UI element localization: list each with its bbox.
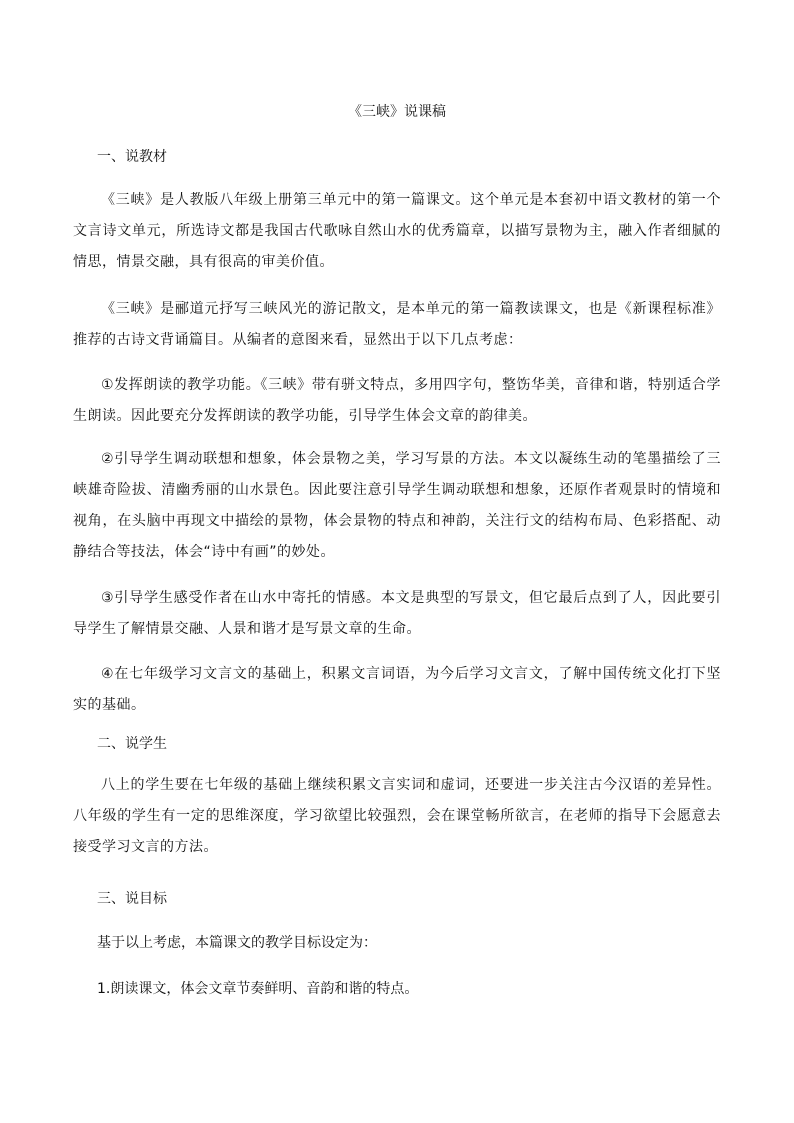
section-heading-students: 二、说学生 <box>97 736 167 752</box>
paragraph-point-4: ④在七年级学习文言文的基础上，积累文言词语，为今后学习文言文，了解中国传统文化打下坚实的基础。 <box>73 666 721 713</box>
goal-item-1: 1.朗读课文，体会文章节奏鲜明、音韵和谐的特点。 <box>97 981 419 997</box>
goals-intro: 基于以上考虑，本篇课文的教学目标设定为： <box>97 935 377 951</box>
document-title: 《三峡》说课稿 <box>348 104 446 120</box>
paragraph-sanxia-overview: 《三峡》是郦道元抒写三峡风光的游记散文，是本单元的第一篇教读课文，也是《新课程标准》推荐的古诗文背诵篇目。从编者的意图来看，显然出于以下几点考虑： <box>73 301 721 348</box>
section-heading-textbook: 一、说教材 <box>97 149 167 165</box>
section-heading-goals: 三、说目标 <box>97 891 167 907</box>
paragraph-students: 八上的学生要在七年级的基础上继续积累文言实词和虚词，还要进一步关注古今汉语的差异性。八年级的学生有一定的思维深度，学习欲望比较强烈，会在课堂畅所欲言，在老师的指导下会愿意去接受学习文言的方法。 <box>73 777 721 855</box>
paragraph-point-2: ②引导学生调动联想和想象，体会景物之美，学习写景的方法。本文以凝练生动的笔墨描绘了三峡雄奇险拔、清幽秀丽的山水景色。因此要注意引导学生调动联想和想象，还原作者观景时的情境和视角，在头脑中再现文中描绘的景物，体会景物的特点和神韵，关注行文的结构布局、色彩搭配、动静结合等技法，体会“诗中有画”的妙处。 <box>73 451 721 560</box>
paragraph-textbook-intro: 《三峡》是人教版八年级上册第三单元中的第一篇课文。这个单元是本套初中语文教材的第一个文言诗文单元，所选诗文都是我国古代歌咏自然山水的优秀篇章，以描写景物为主，融入作者细腻的情思，情景交融，具有很高的审美价值。 <box>73 192 721 270</box>
paragraph-point-1: ①发挥朗读的教学功能。《三峡》带有骈文特点，多用四字句，整饬华美，音律和谐，特别适合学生朗读。因此要充分发挥朗读的教学功能，引导学生体会文章的韵律美。 <box>73 377 721 424</box>
paragraph-point-3: ③引导学生感受作者在山水中寄托的情感。本文是典型的写景文，但它最后点到了人，因此要引导学生了解情景交融、人景和谐才是写景文章的生命。 <box>73 590 721 637</box>
